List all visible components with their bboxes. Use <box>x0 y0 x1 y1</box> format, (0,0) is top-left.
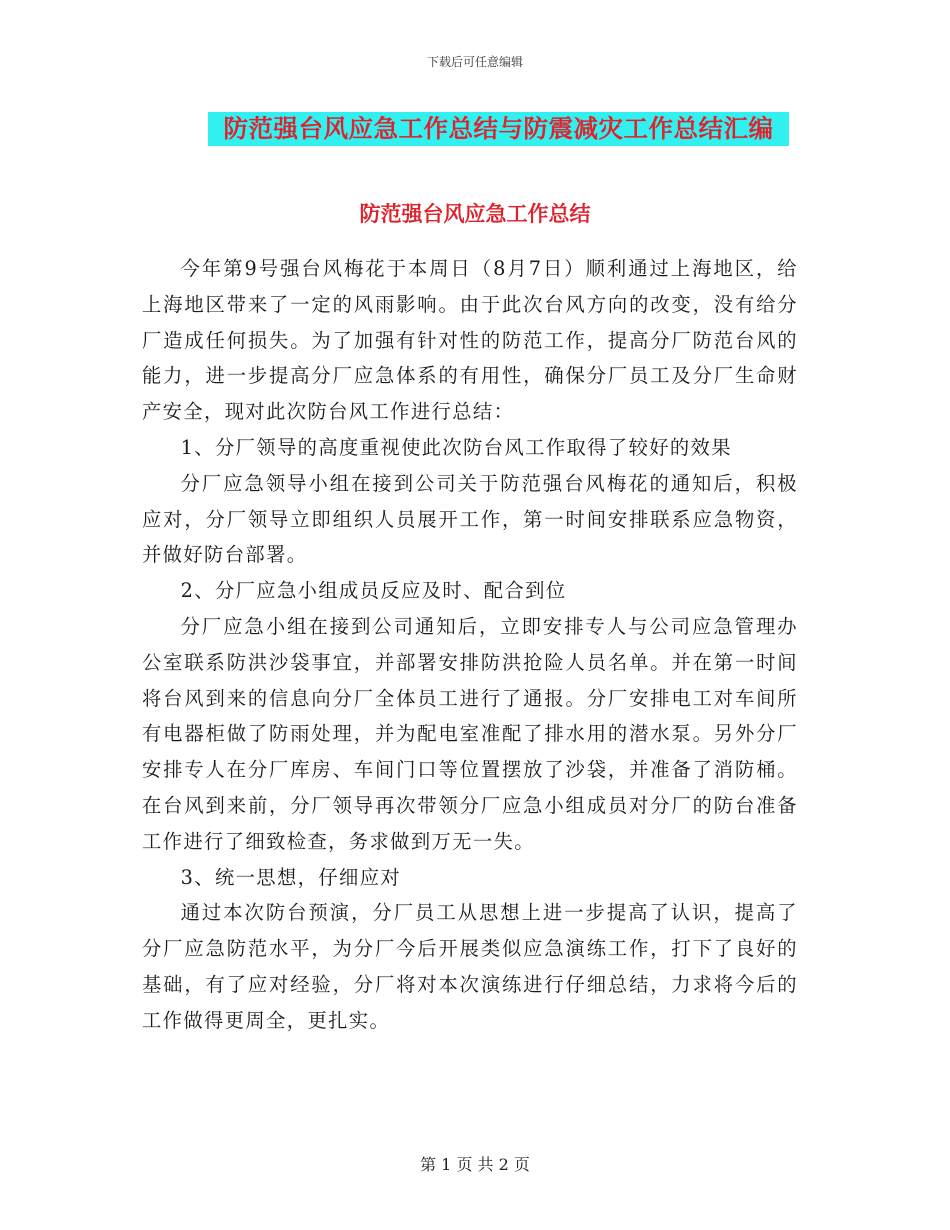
body-paragraph: 今年第9号强台风梅花于本周日（8月7日）顺利通过上海地区，给上海地区带来了一定的风雨影响。由于此次台风方向的改变，没有给分厂造成任何损失。为了加强有针对性的防范工作，提高分厂防范台风的能力，进一步提高分厂应急体系的有用性，确保分厂员工及分厂生命财产安全，现对此次防台风工作进行总结： <box>142 257 798 424</box>
body-paragraph: 分厂应急领导小组在接到公司关于防范强台风梅花的通知后，积极应对，分厂领导立即组织人员展开工作，第一时间安排联系应急物资，并做好防台部署。 <box>142 471 798 567</box>
body-paragraph: 通过本次防台预演，分厂员工从思想上进一步提高了认识，提高了分厂应急防范水平，为分厂今后开展类似应急演练工作，打下了良好的基础，有了应对经验，分厂将对本次演练进行仔细总结，力求将今后的工作做得更周全，更扎实。 <box>142 901 798 1032</box>
page-number-footer: 第 1 页 共 2 页 <box>420 1155 530 1174</box>
page-header-note: 下载后可任意编辑 <box>426 55 523 69</box>
section-title: 防范强台风应急工作总结 <box>359 201 591 226</box>
body-heading-2: 2、分厂应急小组成员反应及时、配合到位 <box>180 579 567 603</box>
body-paragraph: 分厂应急小组在接到公司通知后，立即安排专人与公司应急管理办公室联系防洪沙袋事宜，并部署安排防洪抢险人员名单。并在第一时间将台风到来的信息向分厂全体员工进行了通报。分厂安排电工对车间所有电器柜做了防雨处理，并为配电室准配了排水用的潜水泵。另外分厂安排专人在分厂库房、车间门口等位置摆放了沙袋，并准备了消防桶。在台风到来前，分厂领导再次带领分厂应急小组成员对分厂的防台准备工作进行了细致检查，务求做到万无一失。 <box>142 614 798 853</box>
body-heading-3: 3、统一思想，仔细应对 <box>180 865 402 889</box>
document-title: 防范强台风应急工作总结与防震减灾工作总结汇编 <box>208 112 789 146</box>
body-heading-1: 1、分厂领导的高度重视使此次防台风工作取得了较好的效果 <box>180 435 732 459</box>
document-body <box>142 219 798 1039</box>
